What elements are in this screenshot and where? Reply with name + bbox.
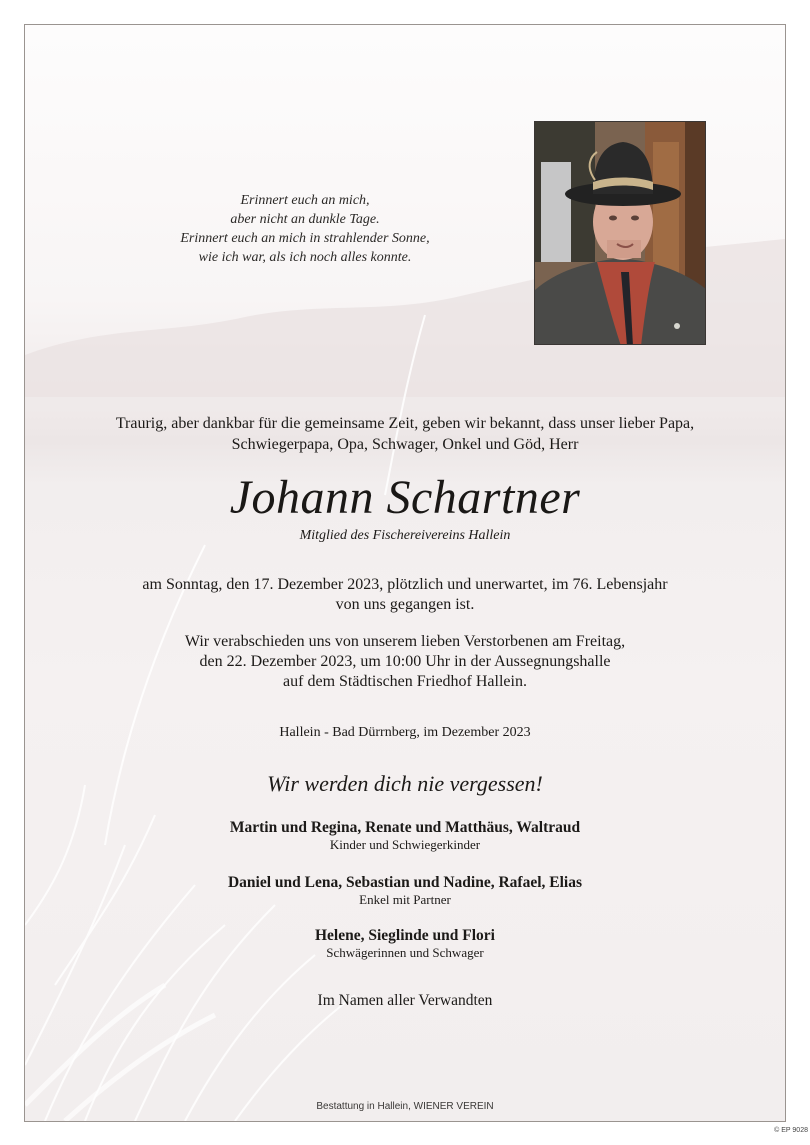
intro-text bbox=[55, 413, 755, 455]
poem bbox=[85, 191, 525, 267]
mourner-role: Kinder und Schwiegerkinder bbox=[329, 837, 481, 852]
service-line: auf dem Städtischen Friedhof Hallein. bbox=[283, 673, 527, 690]
intro-line: Traurig, aber dankbar für die gemeinsame Zeit, geben wir bekannt, dass unser lieber Papa, bbox=[115, 415, 695, 432]
mourner-role: Enkel mit Partner bbox=[359, 892, 451, 907]
deceased-name: Johann Schartner bbox=[229, 471, 581, 524]
portrait-photo-icon bbox=[535, 122, 706, 345]
service-details bbox=[55, 632, 755, 692]
intro-line: Schwiegerpapa, Opa, Schwager, Onkel und Göd, Herr bbox=[231, 436, 579, 453]
obituary-card bbox=[24, 24, 786, 1122]
poem-line: Erinnert euch an mich in strahlender Sonne, bbox=[180, 231, 430, 246]
death-notice-line: am Sonntag, den 17. Dezember 2023, plötzlich und unerwartet, im 76. Lebensjahr bbox=[142, 576, 668, 593]
death-notice-line: von uns gegangen ist. bbox=[335, 596, 475, 613]
mourner-group bbox=[55, 926, 755, 961]
place-date: Hallein - Bad Dürrnberg, im Dezember 2023 bbox=[279, 725, 531, 740]
mourner-names: Helene, Sieglinde und Flori bbox=[315, 927, 495, 944]
print-code: © EP 9028 bbox=[774, 1127, 808, 1134]
mourner-names: Martin und Regina, Renate und Matthäus, Waltraud bbox=[229, 819, 581, 836]
poem-line: Erinnert euch an mich, bbox=[240, 193, 370, 208]
farewell-text: Wir werden dich nie vergessen! bbox=[267, 771, 543, 796]
mourner-names: Daniel und Lena, Sebastian und Nadine, Rafael, Elias bbox=[227, 874, 582, 891]
mourner-group bbox=[55, 818, 755, 853]
poem-line: aber nicht an dunkle Tage. bbox=[230, 212, 380, 227]
mourner-group bbox=[55, 873, 755, 908]
mourner-role: Schwägerinnen und Schwager bbox=[326, 945, 484, 960]
service-line: Wir verabschieden uns von unserem lieben Verstorbenen am Freitag, bbox=[184, 633, 626, 650]
membership-text: Mitglied des Fischereivereins Hallein bbox=[299, 528, 511, 543]
funeral-home-footer: Bestattung in Hallein, WIENER VEREIN bbox=[316, 1101, 494, 1112]
death-notice bbox=[55, 575, 755, 615]
closing-text: Im Namen aller Verwandten bbox=[317, 992, 493, 1009]
portrait-photo bbox=[534, 121, 706, 345]
service-line: den 22. Dezember 2023, um 10:00 Uhr in der Aussegnungshalle bbox=[199, 653, 611, 670]
poem-line: wie ich war, als ich noch alles konnte. bbox=[198, 250, 412, 265]
